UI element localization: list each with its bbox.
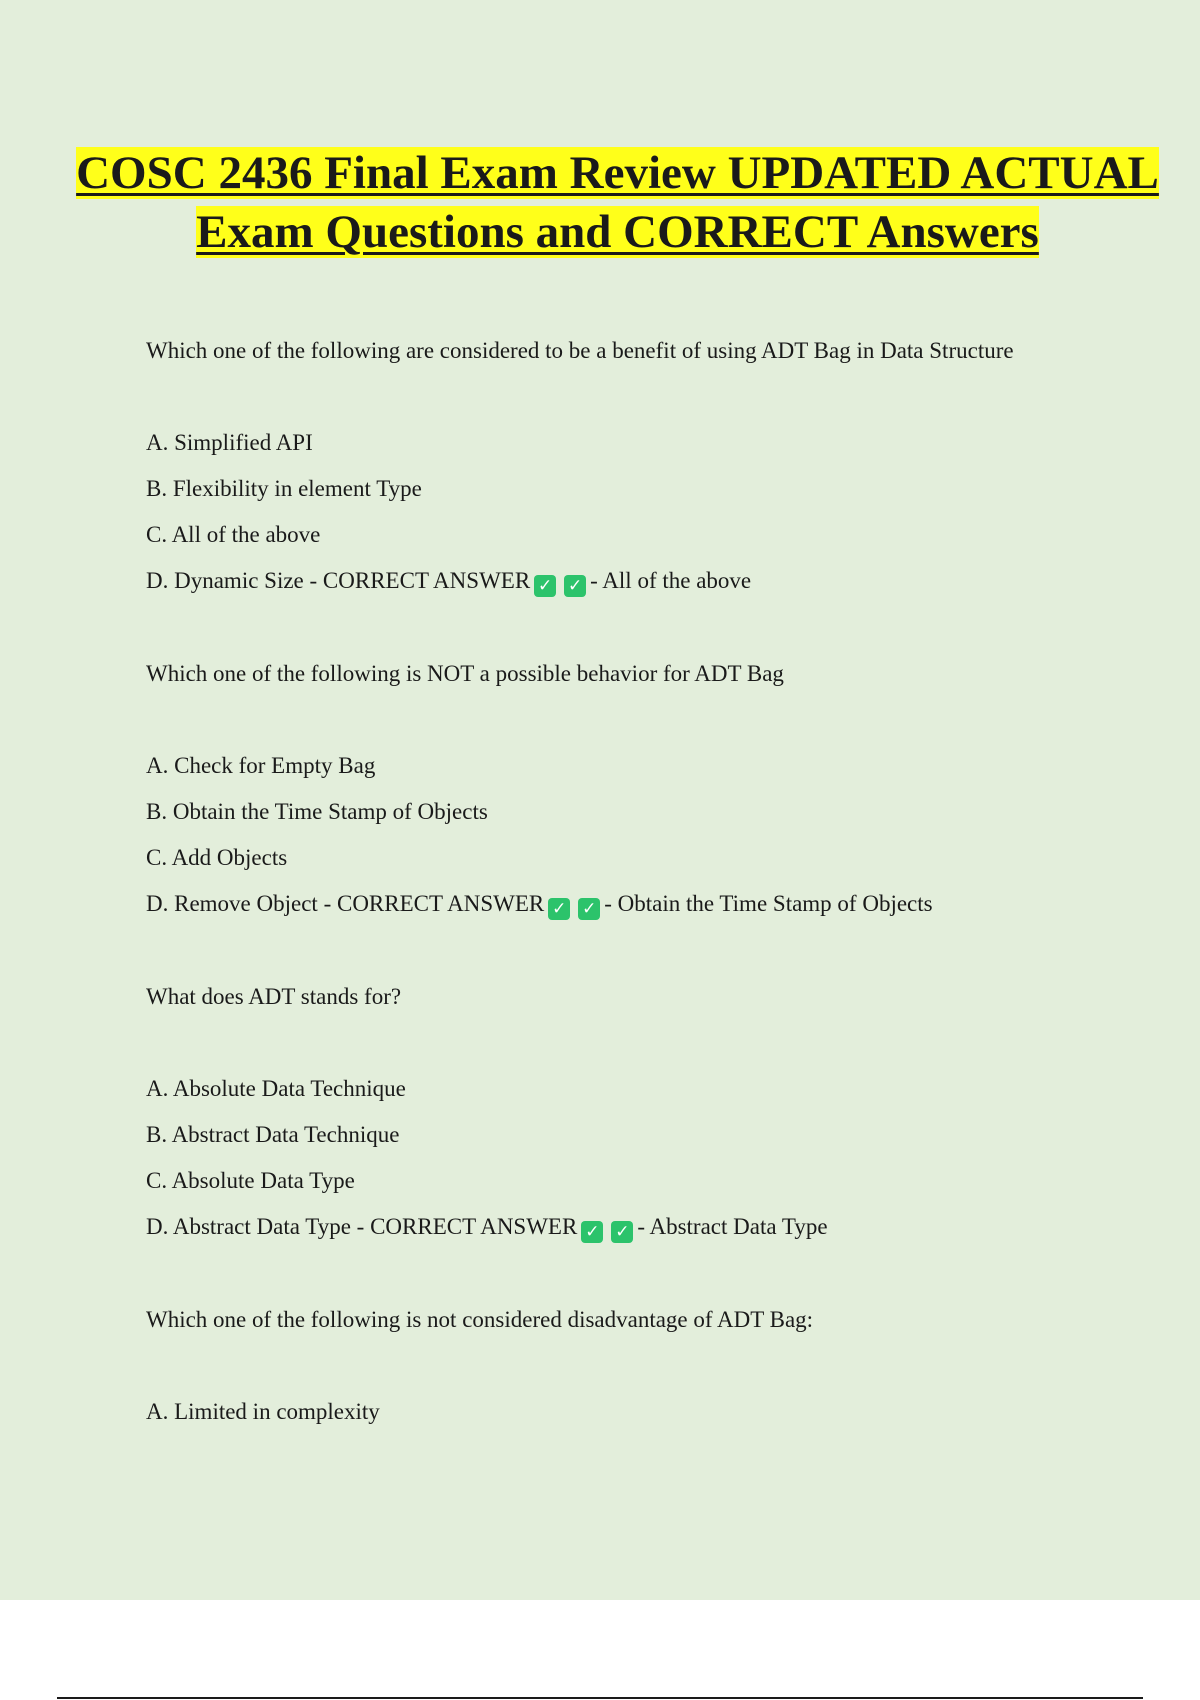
document-title xyxy=(60,144,1175,262)
answer-option-label: D. Remove Object - CORRECT ANSWER xyxy=(146,891,545,916)
question-text: Which one of the following is NOT a possible behavior for ADT Bag xyxy=(146,661,784,686)
document-title-text: COSC 2436 Final Exam Review UPDATED ACTUAL Exam Questions and CORRECT Answers xyxy=(76,147,1159,258)
question-text: What does ADT stands for? xyxy=(146,984,402,1009)
answer-option: C. All of the above xyxy=(146,522,321,547)
check-mark-button-icon: ✓ xyxy=(564,575,586,597)
footer-divider xyxy=(57,1697,1143,1699)
answer-option: A. Check for Empty Bag xyxy=(146,753,376,778)
answer-option-with-correct-answer xyxy=(146,889,1146,982)
check-mark-button-icon: ✓ xyxy=(534,575,556,597)
answer-option: C. Add Objects xyxy=(146,845,288,870)
answer-option: B. Flexibility in element Type xyxy=(146,476,422,501)
question-text: Which one of the following is not considered disadvantage of ADT Bag: xyxy=(146,1307,814,1332)
answer-option: A. Limited in complexity xyxy=(146,1399,380,1424)
answer-option: C. Absolute Data Type xyxy=(146,1168,355,1193)
correct-answer-text: - Abstract Data Type xyxy=(637,1214,828,1239)
check-mark-button-icon: ✓ xyxy=(611,1221,633,1243)
answer-option: B. Obtain the Time Stamp of Objects xyxy=(146,799,488,824)
check-mark-button-icon: ✓ xyxy=(581,1221,603,1243)
question-text: Which one of the following are considered to be a benefit of using ADT Bag in Data Structure xyxy=(146,338,1014,363)
answer-option-label: D. Abstract Data Type - CORRECT ANSWER xyxy=(146,1214,578,1239)
correct-answer-text: - All of the above xyxy=(590,568,752,593)
check-mark-button-icon: ✓ xyxy=(578,898,600,920)
questions-list xyxy=(146,336,1146,1443)
answer-option-with-correct-answer xyxy=(146,1212,1146,1305)
check-mark-button-icon: ✓ xyxy=(548,898,570,920)
answer-option: A. Absolute Data Technique xyxy=(146,1076,406,1101)
answer-option: B. Abstract Data Technique xyxy=(146,1122,400,1147)
correct-answer-text: - Obtain the Time Stamp of Objects xyxy=(604,891,933,916)
answer-option: A. Simplified API xyxy=(146,430,313,455)
answer-option-label: D. Dynamic Size - CORRECT ANSWER xyxy=(146,568,531,593)
answer-option-with-correct-answer xyxy=(146,566,1146,659)
